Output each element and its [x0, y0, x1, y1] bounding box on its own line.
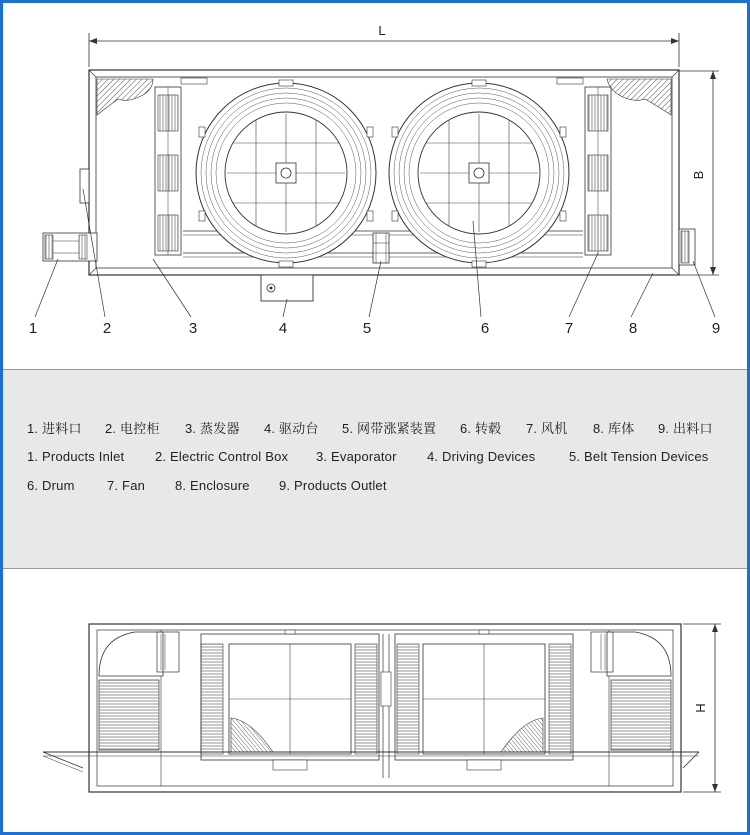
elevation-fan-left [99, 632, 179, 750]
callout-9: 9 [711, 320, 721, 337]
legend-en-3: 3. Evaporator [316, 449, 397, 464]
dimension-length-label: L [378, 23, 386, 38]
drum-right [389, 80, 569, 267]
legend-en-4: 4. Driving Devices [427, 449, 536, 464]
legend-en-7: 7. Fan [107, 478, 146, 493]
elevation-center-divider [381, 634, 391, 778]
legend-en-6: 6. Drum [27, 478, 75, 493]
callout-1: 1 [28, 320, 38, 337]
drum-left [196, 80, 376, 267]
legend-row-english-2 [3, 478, 747, 498]
legend-cn-5: 5. 网带涨紧装置 [342, 421, 437, 436]
callout-6: 6 [480, 320, 490, 337]
legend-cn-1: 1. 进料口 [27, 421, 82, 436]
plan-view [3, 3, 747, 369]
elevation-enclosure [89, 624, 681, 792]
callout-8: 8 [628, 320, 638, 337]
products-inlet [43, 233, 97, 261]
legend-en-2: 2. Electric Control Box [155, 449, 289, 464]
legend-cn-6: 6. 转毂 [460, 421, 502, 436]
dimension-width-label: B [691, 170, 706, 180]
belt-tension-device [373, 233, 389, 263]
legend-panel [3, 369, 747, 569]
fan-housing-right [585, 79, 671, 255]
legend-row-english-1 [3, 449, 747, 469]
legend-cn-8: 8. 库体 [593, 421, 635, 436]
legend-cn-7: 7. 风机 [526, 421, 568, 436]
elevation-drum-right [395, 630, 573, 770]
side-elevation-view [3, 568, 747, 832]
legend-en-9: 9. Products Outlet [279, 478, 387, 493]
fan-housing-left [97, 79, 181, 255]
legend-cn-3: 3. 蒸发器 [185, 421, 240, 436]
legend-row-chinese [3, 418, 747, 438]
products-outlet [679, 229, 695, 265]
callout-5: 5 [362, 320, 372, 337]
legend-cn-4: 4. 驱动台 [264, 421, 319, 436]
dimension-length [89, 23, 679, 67]
callout-3: 3 [188, 320, 198, 337]
driving-device [261, 275, 313, 301]
legend-cn-2: 2. 电控柜 [105, 421, 160, 436]
callout-2: 2 [102, 320, 112, 337]
dimension-height-label: H [693, 703, 708, 713]
callout-7: 7 [564, 320, 574, 337]
dimension-height [683, 624, 721, 792]
elevation-fan-right [591, 632, 671, 750]
legend-en-8: 8. Enclosure [175, 478, 250, 493]
legend-en-1: 1. Products Inlet [27, 449, 125, 464]
legend-cn-9: 9. 出料口 [658, 421, 713, 436]
legend-en-5: 5. Belt Tension Devices [569, 449, 709, 464]
callout-4: 4 [278, 320, 288, 337]
elevation-drum-left [201, 630, 379, 770]
